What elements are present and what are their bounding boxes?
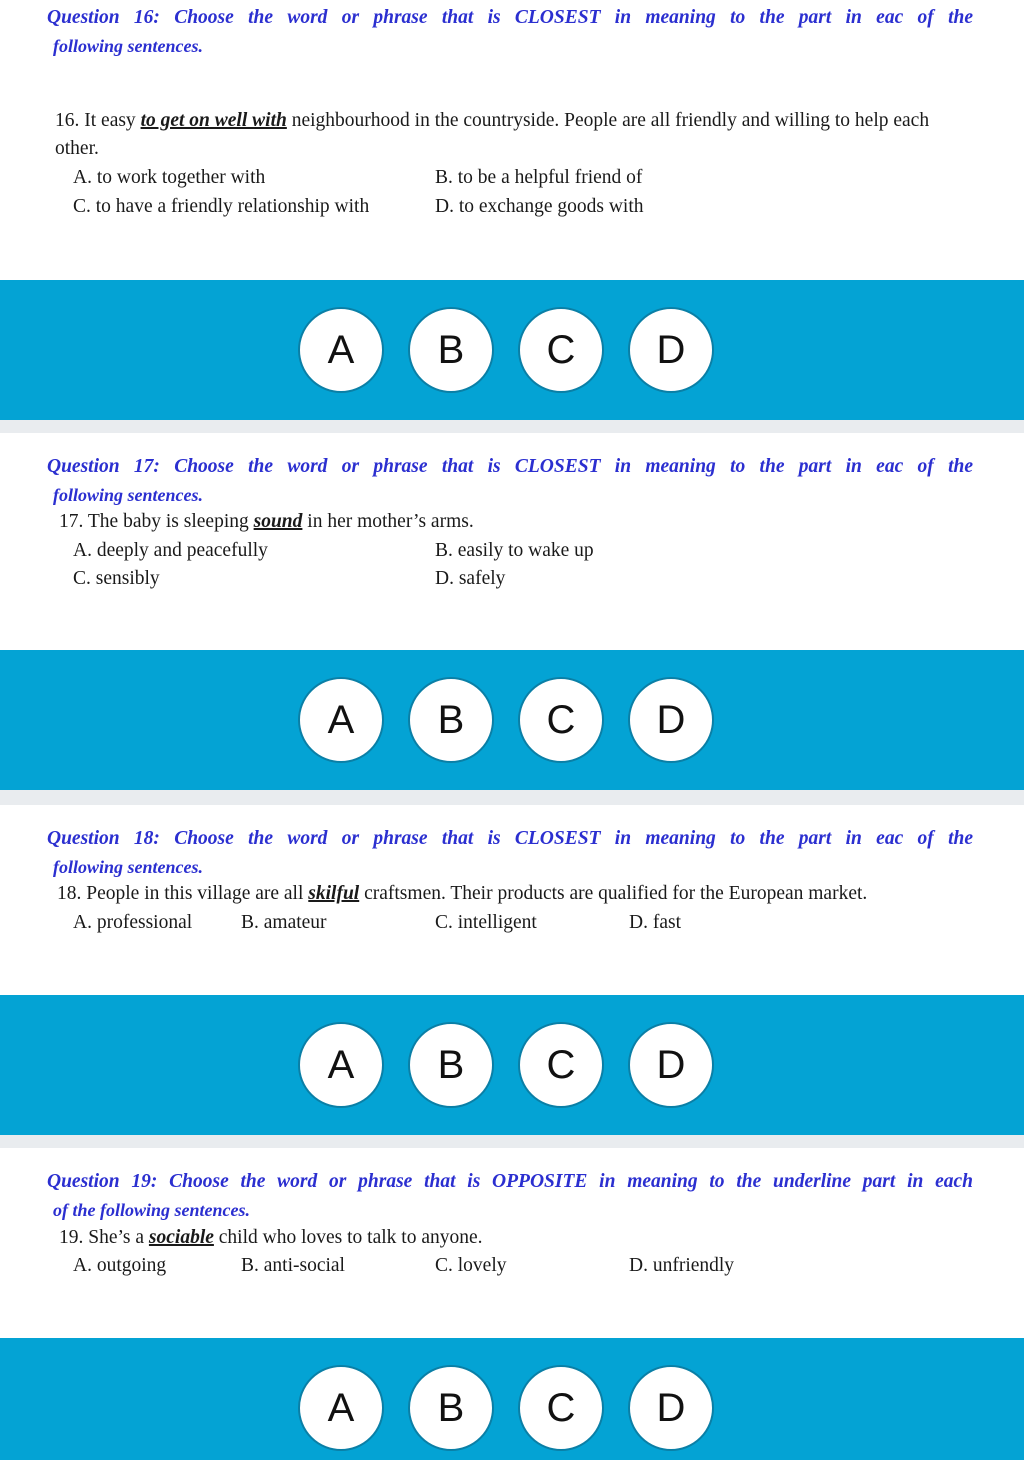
answer-d-button[interactable]: D <box>628 677 714 763</box>
question-heading-line1: Question 16: Choose the word or phrase that is CLOSEST in meaning to the part in eac of the <box>47 7 973 28</box>
question-16-heading <box>47 4 973 60</box>
option-b: B. easily to wake up <box>435 540 594 561</box>
option-a: A. professional <box>73 912 193 933</box>
answer-b-button[interactable]: B <box>408 1022 494 1108</box>
stem-text: 17. The baby is sleeping <box>59 511 254 532</box>
question-18-heading <box>47 825 973 881</box>
underlined-phrase: skilful <box>308 883 360 904</box>
stem-text: in her mother’s arms. <box>302 511 474 532</box>
answer-band-17 <box>0 650 1024 790</box>
answer-c-button[interactable]: C <box>518 677 604 763</box>
option-d: D. fast <box>629 912 681 933</box>
option-c: C. intelligent <box>435 912 537 933</box>
answer-c-button[interactable]: C <box>518 1022 604 1108</box>
option-a: A. to work together with <box>73 167 266 188</box>
question-heading-line1: Question 17: Choose the word or phrase that is CLOSEST in meaning to the part in eac of the <box>47 456 973 477</box>
stem-text: 19. She’s a <box>59 1227 149 1248</box>
option-b: B. anti-social <box>241 1255 345 1276</box>
answer-a-button[interactable]: A <box>298 307 384 393</box>
option-d: D. to exchange goods with <box>435 196 644 217</box>
option-d: D. safely <box>435 568 506 589</box>
question-18-card <box>0 805 1024 995</box>
answer-b-button[interactable]: B <box>408 677 494 763</box>
stem-text: craftsmen. Their products are qualified for the European market. <box>359 883 868 904</box>
question-heading-line2: following sentences. <box>53 36 204 56</box>
question-heading-line2: following sentences. <box>53 857 204 877</box>
stem-text: 16. It easy <box>55 110 141 131</box>
option-c: C. to have a friendly relationship with <box>73 196 370 217</box>
question-heading-line1: Question 19: Choose the word or phrase that is OPPOSITE in meaning to the underline part in each <box>47 1171 973 1192</box>
underlined-phrase: sound <box>253 511 303 532</box>
question-heading-line2: of the following sentences. <box>53 1200 250 1220</box>
question-16-card <box>0 0 1024 280</box>
question-17-card <box>0 433 1024 650</box>
question-18-stem <box>57 880 975 908</box>
option-a: A. outgoing <box>73 1255 167 1276</box>
answer-d-button[interactable]: D <box>628 1365 714 1451</box>
stem-text: child who loves to talk to anyone. <box>213 1227 483 1248</box>
answer-band-19 <box>0 1338 1024 1460</box>
question-heading-line1: Question 18: Choose the word or phrase that is CLOSEST in meaning to the part in eac of the <box>47 828 973 849</box>
question-heading-line2: following sentences. <box>53 485 204 505</box>
option-a: A. deeply and peacefully <box>73 540 268 561</box>
question-19-card <box>0 1148 1024 1338</box>
underlined-phrase: sociable <box>148 1227 214 1248</box>
answer-band-16 <box>0 280 1024 420</box>
stem-text: 18. People in this village are all <box>57 883 309 904</box>
option-b: B. to be a helpful friend of <box>435 167 643 188</box>
answer-b-button[interactable]: B <box>408 307 494 393</box>
underlined-phrase: to get on well with <box>140 110 287 131</box>
question-17-stem <box>59 508 977 536</box>
answer-a-button[interactable]: A <box>298 677 384 763</box>
option-c: C. sensibly <box>73 568 160 589</box>
answer-d-button[interactable]: D <box>628 1022 714 1108</box>
question-16-stem <box>55 107 973 163</box>
option-c: C. lovely <box>435 1255 507 1276</box>
answer-c-button[interactable]: C <box>518 307 604 393</box>
answer-c-button[interactable]: C <box>518 1365 604 1451</box>
answer-b-button[interactable]: B <box>408 1365 494 1451</box>
stem-text: neighbourhood in the countryside. People are all friendly and willing to help each other. <box>55 110 930 159</box>
option-b: B. amateur <box>241 912 327 933</box>
option-d: D. unfriendly <box>629 1255 735 1276</box>
answer-a-button[interactable]: A <box>298 1022 384 1108</box>
question-17-heading <box>47 453 973 509</box>
question-19-stem <box>59 1224 977 1252</box>
question-19-heading <box>47 1168 973 1224</box>
answer-d-button[interactable]: D <box>628 307 714 393</box>
answer-band-18 <box>0 995 1024 1135</box>
answer-a-button[interactable]: A <box>298 1365 384 1451</box>
